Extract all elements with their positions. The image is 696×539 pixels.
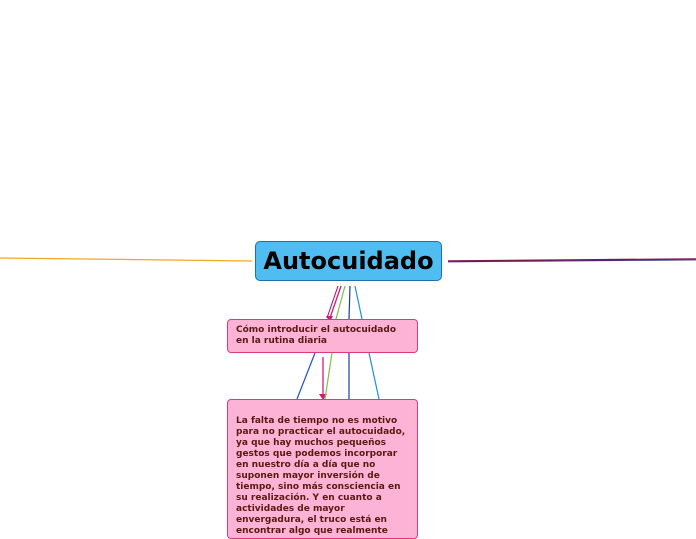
topic-node-label: Cómo introducir el autocuidado en la rutina diaria bbox=[236, 325, 396, 346]
connector-blue-lower bbox=[369, 353, 379, 399]
connector-darkblue-lower bbox=[297, 353, 315, 399]
topic-node-falta-de-tiempo[interactable] bbox=[227, 399, 418, 539]
connector-root-green bbox=[336, 286, 345, 319]
connector-green-lower bbox=[325, 353, 332, 399]
root-node[interactable] bbox=[255, 241, 442, 281]
topic-node-introducir-autocuidado[interactable] bbox=[227, 319, 418, 353]
connector-root-magenta-2 bbox=[327, 286, 338, 318]
branch-line-left bbox=[0, 258, 252, 261]
connector-root-navy bbox=[349, 286, 350, 319]
connector-root-blue bbox=[355, 286, 362, 319]
root-node-label: Autocuidado bbox=[263, 247, 434, 275]
connector-root-to-topic-1 bbox=[330, 286, 341, 318]
topic-node-label: La falta de tiempo no es motivo para no practicar el autocuidado, ya que hay muchos pequeños gestos que podemos incorporar en nuestro día a día que no suponen mayor inversión de tiempo, sino más consciencia en su realización. Y en cuanto a actividades de mayor envergadura, el truco está en encontrar algo que realmente bbox=[236, 416, 406, 536]
